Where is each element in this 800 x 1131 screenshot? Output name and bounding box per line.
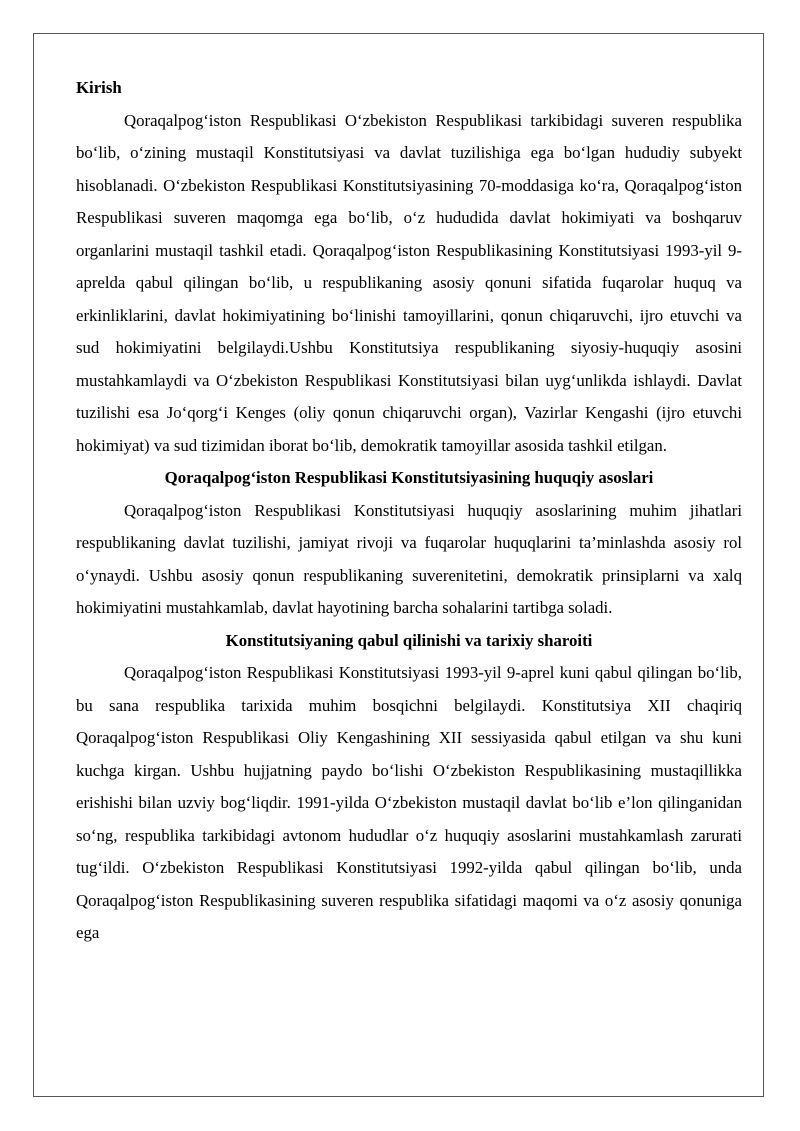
paragraph-adoption-history: Qoraqalpog‘iston Respublikasi Konstitutsiyasi 1993-yil 9-aprel kuni qabul qilingan bo‘lib, bu sana respublika tarixida muhim bosqichni belgilaydi. Konstitutsiya XII chaqiriq Qoraqalpog‘iston Respublikasi Oliy Kengashining XII sessiyasida qabul etilgan va shu kuni kuchga kirgan. Ushbu hujjatning paydo bo‘lishi O‘zbekiston Respublikasining mustaqillikka erishishi bilan uzviy bog‘liqdir. 1991-yilda O‘zbekiston mustaqil davlat bo‘lib e’lon qilinganidan so‘ng, respublika tarkibidagi avtonom hududlar o‘z huquqiy asoslarini mustahkamlash zarurati tug‘ildi. O‘zbekiston Respublikasi Konstitutsiyasi 1992-yilda qabul qilingan bo‘lib, unda Qoraqalpog‘iston Respublikasining suveren respublika sifatidagi maqomi va o‘z asosiy qonuniga ega: [76, 663, 742, 942]
document-body: [76, 72, 742, 950]
section-heading-adoption-history: Konstitutsiyaning qabul qilinishi va tarixiy sharoiti: [225, 630, 593, 650]
paragraph-kirish: Qoraqalpog‘iston Respublikasi O‘zbekiston Respublikasi tarkibidagi suveren respublika bo‘lib, o‘zining mustaqil Konstitutsiyasi va davlat tuzilishiga ega bo‘lgan hududiy subyekt hisoblanadi. O‘zbekiston Respublikasi Konstitutsiyasining 70-moddasiga ko‘ra, Qoraqalpog‘iston Respublikasi suveren maqomga ega bo‘lib, o‘z hududida davlat hokimiyati va boshqaruv organlarini mustaqil tashkil etadi. Qoraqalpog‘iston Respublikasining Konstitutsiyasi 1993-yil 9-aprelda qabul qilingan bo‘lib, u respublikaning asosiy qonuni sifatida fuqarolar huquq va erkinliklarini, davlat hokimiyatining bo‘linishi tamoyillarini, qonun chiqaruvchi, ijro etuvchi va sud hokimiyatini belgilaydi.Ushbu Konstitutsiya respublikaning siyosiy-huquqiy asosini mustahkamlaydi va O‘zbekiston Respublikasi Konstitutsiyasi bilan uyg‘unlikda ishlaydi. Davlat tuzilishi esa Jo‘qorg‘i Kenges (oliy qonun chiqaruvchi organ), Vazirlar Kengashi (ijro etuvchi hokimiyat) va sud tizimidan iborat bo‘lib, demokratik tamoyillar asosida tashkil etilgan.: [76, 110, 742, 455]
section-heading-legal-foundations: Qoraqalpog‘iston Respublikasi Konstitutsiyasining huquqiy asoslari: [164, 468, 654, 487]
paragraph-legal-foundations: Qoraqalpog‘iston Respublikasi Konstitutsiyasi huquqiy asoslarining muhim jihatlari respublikaning davlat tuzilishi, jamiyat rivoji va fuqarolar huquqlarini ta’minlashda asosiy rol o‘ynaydi. Ushbu asosiy qonun respublikaning suverenitetini, demokratik prinsiplarni va xalq hokimiyatini mustahkamlab, davlat hayotining barcha sohalarini tartibga soladi.: [76, 500, 742, 617]
section-heading-kirish: Kirish: [76, 78, 122, 97]
